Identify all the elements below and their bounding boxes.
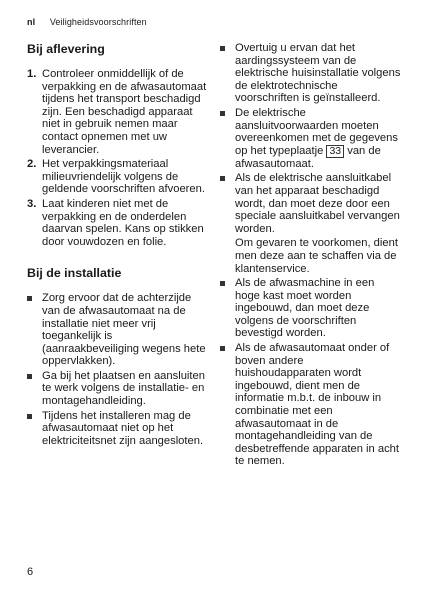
step-text: Laat kinderen niet met de verpakking en de onderdelen daarvan spelen. Kans op stikken door vouwdozen en folie. bbox=[42, 197, 204, 248]
right-column bbox=[220, 42, 402, 470]
bullet-text: Als de elektrische aansluitkabel van het apparaat beschadigd wordt, dan moet deze door een speciale aansluitkabel vervangen worden. bbox=[235, 172, 400, 235]
bullet-icon bbox=[27, 414, 32, 419]
bullet-continuation: Om gevaren te voorkomen, dient men deze aan te schaffen via de klantenservice. bbox=[235, 237, 398, 275]
left-column bbox=[27, 42, 207, 449]
bullet-icon bbox=[220, 346, 225, 351]
list-item bbox=[220, 107, 402, 170]
bullet-text-post: van de afwasautomaat. bbox=[235, 144, 381, 170]
step-number: 2. bbox=[27, 158, 37, 171]
installation-bullets-continued bbox=[220, 42, 402, 235]
bullet-text: Als de afwasmachine in een hoge kast moet worden ingebouwd, dan moet deze volgens de voorschriften bevestigd worden. bbox=[235, 277, 375, 340]
step-text: Controleer onmiddellijk of de verpakking en de afwasautomaat tijdens het transport beschadigd zijn. Een beschadigd apparaat niet in gebruik nemen maar contact opnemen met uw leverancier. bbox=[42, 68, 207, 156]
list-item bbox=[220, 42, 402, 105]
list-item bbox=[220, 277, 402, 340]
step-item bbox=[27, 158, 207, 196]
bullet-icon bbox=[220, 281, 225, 286]
section-title: Veiligheidsvoorschriften bbox=[49, 17, 147, 27]
list-item bbox=[27, 370, 207, 408]
bullet-icon bbox=[27, 296, 32, 301]
step-item bbox=[27, 68, 207, 156]
installation-bullets-more bbox=[220, 277, 402, 468]
delivery-steps bbox=[27, 68, 207, 248]
bullet-icon bbox=[220, 111, 225, 116]
step-number: 1. bbox=[27, 68, 37, 80]
heading-delivery: Bij aflevering bbox=[27, 42, 105, 56]
bullet-icon bbox=[220, 176, 225, 181]
bullet-text-pre: De elektrische aansluitvoorwaarden moeten overeenkomen met de gegevens op het typeplaatje bbox=[235, 106, 398, 157]
step-text: Het verpakkingsmateriaal milieuvriendelijk volgens de geldende voorschriften afvoeren. bbox=[42, 158, 205, 196]
language-code: nl bbox=[27, 17, 36, 27]
page-header bbox=[27, 17, 147, 27]
list-item bbox=[27, 410, 207, 448]
step-number: 3. bbox=[27, 197, 37, 210]
heading-installation: Bij de installatie bbox=[27, 266, 122, 281]
installation-bullets bbox=[27, 292, 207, 447]
bullet-icon bbox=[220, 46, 225, 51]
bullet-text: Tijdens het installeren mag de afwasautomaat niet op het elektriciteitsnet zijn aangesloten. bbox=[42, 409, 204, 447]
list-item bbox=[27, 292, 207, 368]
page-number: 6 bbox=[27, 566, 34, 578]
figure-reference: 33 bbox=[326, 145, 344, 158]
list-item bbox=[220, 172, 402, 235]
step-item bbox=[27, 198, 207, 248]
list-item bbox=[220, 342, 402, 468]
bullet-text: Ga bij het plaatsen en aansluiten te werk volgens de installatie- en montagehandleiding. bbox=[42, 369, 205, 408]
bullet-text: Als de afwasautomaat onder of boven andere huishoudapparaten wordt ingebouwd, dient men de informatie m.b.t. de inbouw in combinatie met een afwasautomaat in de montagehandleiding van de desbetreffende apparaten in acht te nemen. bbox=[235, 342, 400, 468]
bullet-text: Zorg ervoor dat de achterzijde van de afwasautomaat na de installatie niet meer vrij toegankelijk is (aanraakbeveiliging wegens hete oppervlakken). bbox=[42, 292, 206, 368]
bullet-icon bbox=[27, 374, 32, 379]
bullet-text: Overtuig u ervan dat het aardingssysteem van de elektrische huisinstallatie volgens de elektrotechnische voorschriften is geïnstalleerd. bbox=[235, 42, 401, 105]
